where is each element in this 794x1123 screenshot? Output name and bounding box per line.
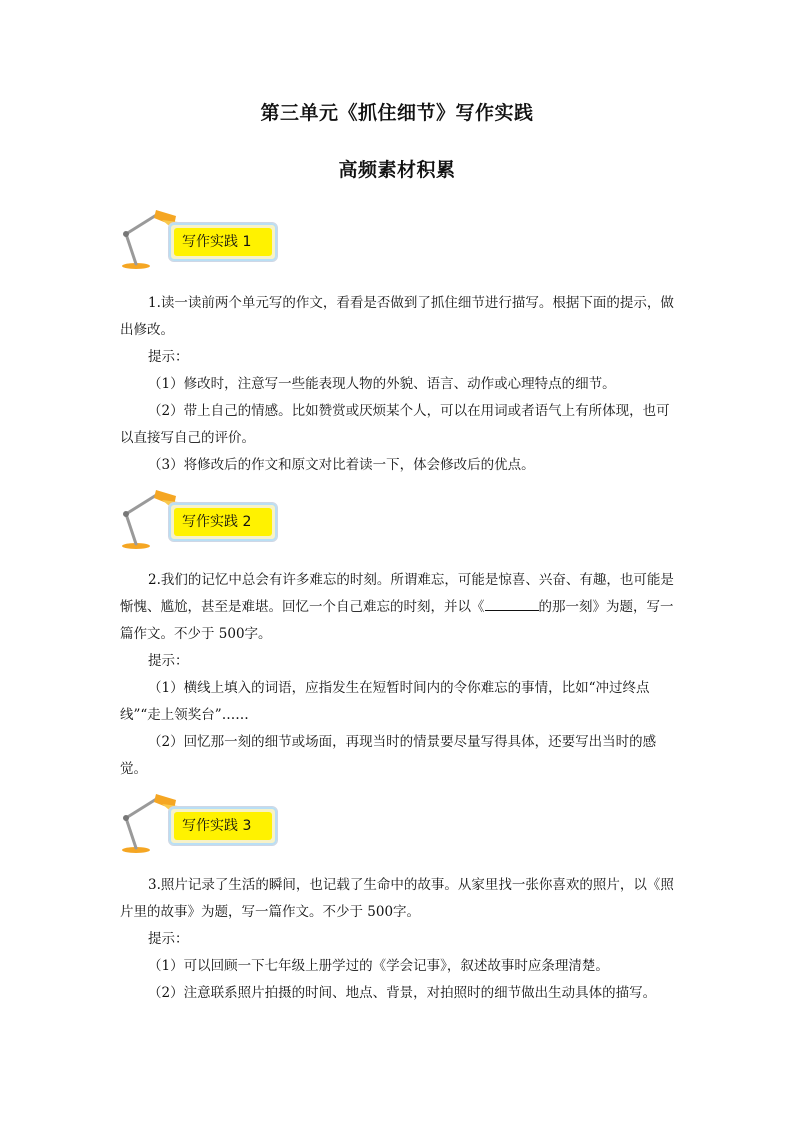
section-label-box [168,222,278,262]
section-1-tip-2: （2）带上自己的情感。比如赞赏或厌烦某个人，可以在用词或者语气上有所体现，也可以直接写自己的评价。 [120,403,670,446]
section-header-2 [118,488,288,550]
section-1-prompt: 1.读一读前两个单元写的作文，看看是否做到了抓住细节进行描写。根据下面的提示，做出修改。 [120,295,674,338]
section-label: 写作实践 1 [174,228,272,256]
fill-in-blank-line [485,596,539,611]
section-label: 写作实践 2 [174,508,272,536]
page-subtitle: 高频素材积累 [338,159,456,181]
section-2-tips-label: 提示： [148,653,189,669]
section-3-tip-2: （2）注意联系照片拍摄的时间、地点、背景，对拍照时的细节做出生动具体的描写。 [148,985,657,1001]
section-header-1 [118,208,288,270]
section-2-tip-2: （2）回忆那一刻的细节或场面，再现当时的情景要尽量写得具体，还要写出当时的感觉。 [120,734,657,777]
section-label-box [168,502,278,542]
section-1-tip-3: （3）将修改后的作文和原文对比着读一下，体会修改后的优点。 [148,457,535,473]
section-1-tip-1: （1）修改时，注意写一些能表现人物的外貌、语言、动作或心理特点的细节。 [148,376,616,392]
section-2-tip-1: （1）横线上填入的词语，应指发生在短暂时间内的令你难忘的事情，比如“冲过终点线”“走上领奖台”…… [120,680,650,723]
section-3-tip-1: （1）可以回顾一下七年级上册学过的《学会记事》，叙述故事时应条理清楚。 [148,958,609,974]
section-2-prompt [120,567,680,648]
section-2-prompt-part-1: 2.我们的记忆中总会有许多难忘的时刻。所谓难忘，可能是惊喜、兴奋、有趣，也可能是惭愧、尴尬，甚至是难堪。回忆一个自己难忘的时刻，并以《 [120,572,674,615]
section-header-3 [118,792,288,854]
section-1-tips-label: 提示： [148,349,189,365]
section-3-tips-label: 提示： [148,931,189,947]
page-title: 第三单元《抓住细节》写作实践 [260,102,534,124]
section-label-box [168,806,278,846]
section-label: 写作实践 3 [174,812,272,840]
section-2-prompt-part-2: 的那一刻》为题，写一篇作文。不少于 500字。 [120,599,674,642]
section-3-prompt: 3.照片记录了生活的瞬间，也记载了生命中的故事。从家里找一张你喜欢的照片，以《照片里的故事》为题，写一篇作文。不少于 500字。 [120,877,674,920]
